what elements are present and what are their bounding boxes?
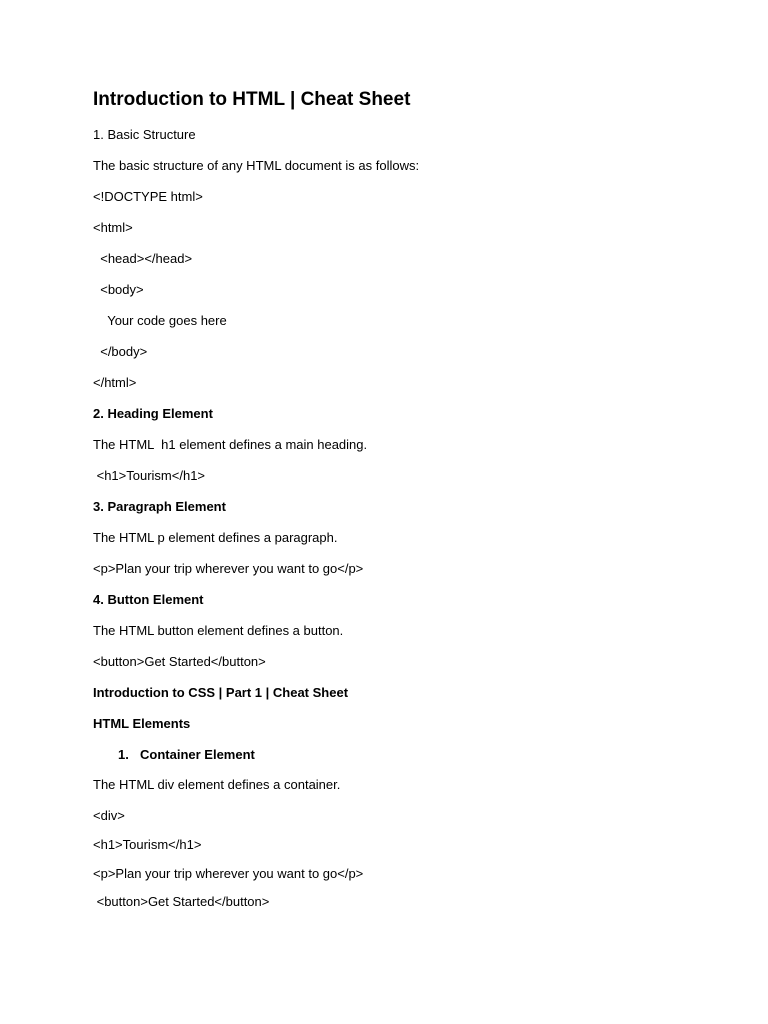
code-line-html-close: </html>: [93, 375, 137, 390]
code-line-body-close: </body>: [93, 344, 148, 359]
section-heading-basic-structure: 1. Basic Structure: [93, 127, 196, 142]
code-line-div-h1: <h1>Tourism</h1>: [93, 837, 202, 852]
code-line-div-p: <p>Plan your trip wherever you want to go</p>: [93, 866, 364, 881]
section-heading-paragraph-element: 3. Paragraph Element: [93, 499, 226, 514]
code-line-button-example: <button>Get Started</button>: [93, 654, 266, 669]
code-line-body-content: Your code goes here: [93, 313, 227, 328]
paragraph-button-element: The HTML button element defines a button.: [93, 623, 344, 638]
section-heading-heading-element: 2. Heading Element: [93, 406, 213, 421]
paragraph-heading-element: The HTML h1 element defines a main heading.: [93, 437, 368, 452]
code-line-body-open: <body>: [93, 282, 144, 297]
code-line-div-button: <button>Get Started</button>: [93, 894, 270, 909]
section-heading-html-elements: HTML Elements: [93, 716, 191, 731]
code-line-doctype: <!DOCTYPE html>: [93, 189, 203, 204]
list-item-number: 1.: [118, 747, 129, 762]
code-line-head: <head></head>: [93, 251, 193, 266]
code-line-div-open: <div>: [93, 808, 125, 823]
section-heading-button-element: 4. Button Element: [93, 592, 204, 607]
section-heading-css-part1: Introduction to CSS | Part 1 | Cheat Sheet: [93, 685, 349, 700]
code-line-html-open: <html>: [93, 220, 133, 235]
paragraph-paragraph-element: The HTML p element defines a paragraph.: [93, 530, 338, 545]
page-title: Introduction to HTML | Cheat Sheet: [93, 89, 411, 110]
paragraph-container-element: The HTML div element defines a container.: [93, 777, 341, 792]
code-line-p-example: <p>Plan your trip wherever you want to go</p>: [93, 561, 364, 576]
list-item-container-element: Container Element: [140, 747, 255, 762]
code-line-h1-example: <h1>Tourism</h1>: [93, 468, 206, 483]
paragraph-basic-structure: The basic structure of any HTML document is as follows:: [93, 158, 420, 173]
